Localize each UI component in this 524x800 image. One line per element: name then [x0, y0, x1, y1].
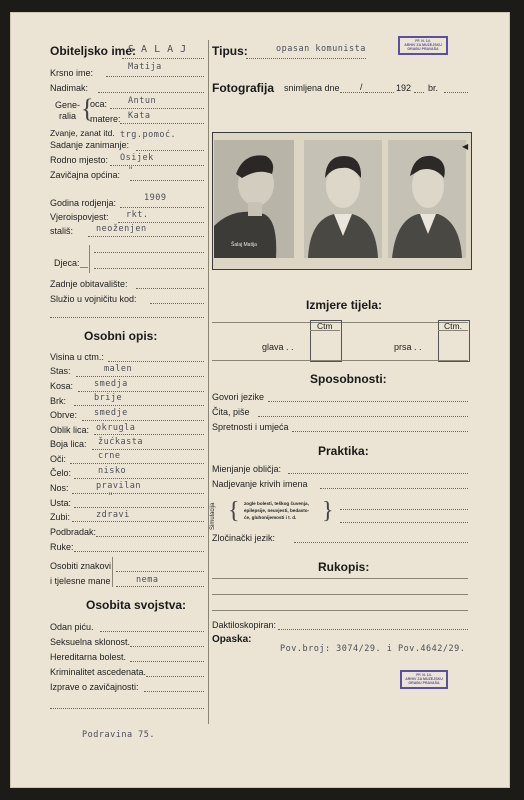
mother-value: Kata	[128, 111, 151, 121]
mother-label: matere:	[90, 114, 121, 124]
type-value: opasan komunista	[276, 44, 366, 54]
face-change-label: Mienjanje obličja:	[212, 464, 282, 474]
front-photo	[304, 140, 382, 258]
religion-label: Vjeroispovjest:	[50, 212, 109, 222]
last-residence-label: Zadnje obitavalište:	[50, 279, 128, 289]
trait-sexual: Seksuelna sklonost.	[50, 637, 131, 647]
birthyear-value: 1909	[144, 193, 167, 203]
home-municipality-value: "	[128, 166, 134, 176]
nose-label: Nos:	[50, 483, 69, 493]
special-marks-value: nema	[136, 575, 159, 585]
simulation-label: Simulacija	[210, 502, 216, 530]
nickname-label: Nadimak:	[50, 83, 89, 93]
face-shape-value: okrugla	[96, 423, 136, 433]
photo-caption: Šalaj Matija	[231, 242, 257, 248]
given-name-value: Matija	[128, 62, 162, 72]
ctm-label-1: Ctm	[317, 321, 333, 331]
hands-label: Ruke:	[50, 542, 74, 552]
genealogy-label: Gene-	[55, 100, 81, 110]
skills-label: Spretnosti i umjeća	[212, 422, 289, 432]
trait-hereditary: Hereditarna bolest.	[50, 652, 127, 662]
simulation-line-1: zogle bolesti, teškog čuvenja,	[244, 501, 309, 506]
surname-label: Obiteljsko ime:	[50, 44, 137, 58]
surname-value: S A L A J	[128, 44, 187, 55]
simulation-line-3: će, gluhonijemosti i t. d.	[244, 515, 297, 520]
photo-number-label: br.	[428, 83, 439, 93]
teeth-value: zdravi	[96, 510, 130, 520]
hair-value: smedja	[94, 379, 128, 389]
eyes-label: Oči:	[50, 454, 67, 464]
head-label: glava . .	[262, 342, 294, 352]
simulation-line-2: epilepsije, neuvjesti, bedasto-	[244, 508, 310, 513]
forehead-label: Čelo:	[50, 468, 72, 478]
chin-label: Podbradak:	[50, 527, 97, 537]
build-label: Stas:	[50, 366, 71, 376]
trait-documents: Izprave o zavičajnosti:	[50, 682, 139, 692]
nose-value: pravilan	[96, 481, 141, 491]
current-job-label: Sadanje zanimanje:	[50, 140, 130, 150]
criminal-language-label: Zločinački jezik:	[212, 533, 276, 543]
height-label: Visina u ctm.:	[50, 352, 104, 362]
teeth-label: Zubi:	[50, 512, 71, 522]
children-label: Djeca:	[54, 258, 80, 268]
home-municipality-label: Zavičajna općina:	[50, 170, 121, 180]
chest-label: prsa . .	[394, 342, 422, 352]
archive-stamp-top: FF. N. 14. ARHIV ZA MUZEJSKU GRAĐU PRAVAŠA	[398, 36, 448, 55]
photo-taken-label: snimljena dne	[284, 83, 340, 93]
handwriting-header: Rukopis:	[318, 560, 370, 574]
trait-criminal-ancestry: Kriminalitet ascedenata.	[50, 667, 147, 677]
measurements-header: Izmjere tijela:	[306, 298, 383, 312]
photo-date-slash: /	[360, 82, 363, 92]
religion-value: rkt.	[126, 210, 149, 220]
mustache-value: brije	[94, 393, 123, 403]
trade-value: trg.pomoć.	[120, 130, 177, 140]
brows-label: Obrve:	[50, 410, 78, 420]
archive-stamp-bottom: FF. N. 14. ARHIV ZA MUZEJSKU GRAĐU PRAVAŠA	[400, 670, 448, 689]
simulation-brace-right: }	[322, 498, 334, 524]
photo-label: Fotografija	[212, 81, 274, 95]
reading-label: Čita, piše	[212, 407, 250, 417]
corner-arrow-icon: ◀	[462, 142, 469, 151]
marital-status-value: neoženjen	[96, 224, 147, 234]
father-label: oca:	[90, 99, 108, 109]
forehead-value: nisko	[98, 466, 127, 476]
trade-label: Zvanje, zanat itd.	[50, 128, 115, 138]
mouth-label: Usta:	[50, 498, 72, 508]
languages-label: Govori jezike	[212, 392, 265, 402]
special-marks-label-2: i tjelesne mane	[50, 576, 111, 586]
birthyear-label: Godina rodjenja:	[50, 198, 117, 208]
column-divider	[208, 40, 209, 724]
face-shape-label: Oblik lica:	[50, 425, 90, 435]
given-name-label: Krsno ime:	[50, 68, 94, 78]
build-value: malen	[104, 364, 133, 374]
ctm-label-2: Ctm.	[444, 321, 462, 331]
abilities-header: Sposobnosti:	[310, 372, 387, 386]
marital-status-label: stališ:	[50, 226, 74, 236]
face-color-value: žućkasta	[98, 437, 143, 447]
genealogy-brace: {	[81, 94, 94, 123]
footer-note: Podravina 75.	[82, 730, 156, 740]
practice-header: Praktika:	[318, 444, 369, 458]
mustache-label: Brk:	[50, 396, 67, 406]
personal-description-header: Osobni opis:	[84, 329, 158, 343]
special-marks-label: Osobiti znakovi	[50, 561, 112, 571]
fingerprint-label: Daktiloskopiran:	[212, 620, 277, 630]
remark-label: Opaska:	[212, 634, 252, 645]
remark-value: Pov.broj: 3074/29. i Pov.4642/29.	[280, 644, 466, 654]
trait-alcohol: Odan piću.	[50, 622, 94, 632]
profile-photo	[214, 140, 294, 258]
birthplace-label: Rodno mjesto:	[50, 155, 109, 165]
traits-header: Osobita svojstva:	[86, 598, 187, 612]
genealogy-label-2: ralia	[59, 111, 77, 121]
hair-label: Kosa:	[50, 381, 74, 391]
face-color-label: Boja lica:	[50, 439, 87, 449]
photo-year: 192	[396, 83, 412, 93]
birthplace-value: Osijek	[120, 153, 154, 163]
eyes-value: crne	[98, 451, 121, 461]
type-label: Tipus:	[212, 44, 248, 58]
mouth-value: "	[108, 492, 114, 502]
brows-value: smedje	[94, 408, 128, 418]
false-names-label: Nadjevanje krivih imena	[212, 479, 308, 489]
simulation-brace: {	[228, 498, 240, 524]
document-sheet	[10, 12, 510, 788]
military-label: Služio u vojničitu kod:	[50, 294, 137, 304]
three-quarter-photo	[388, 140, 469, 258]
father-value: Antun	[128, 96, 157, 106]
